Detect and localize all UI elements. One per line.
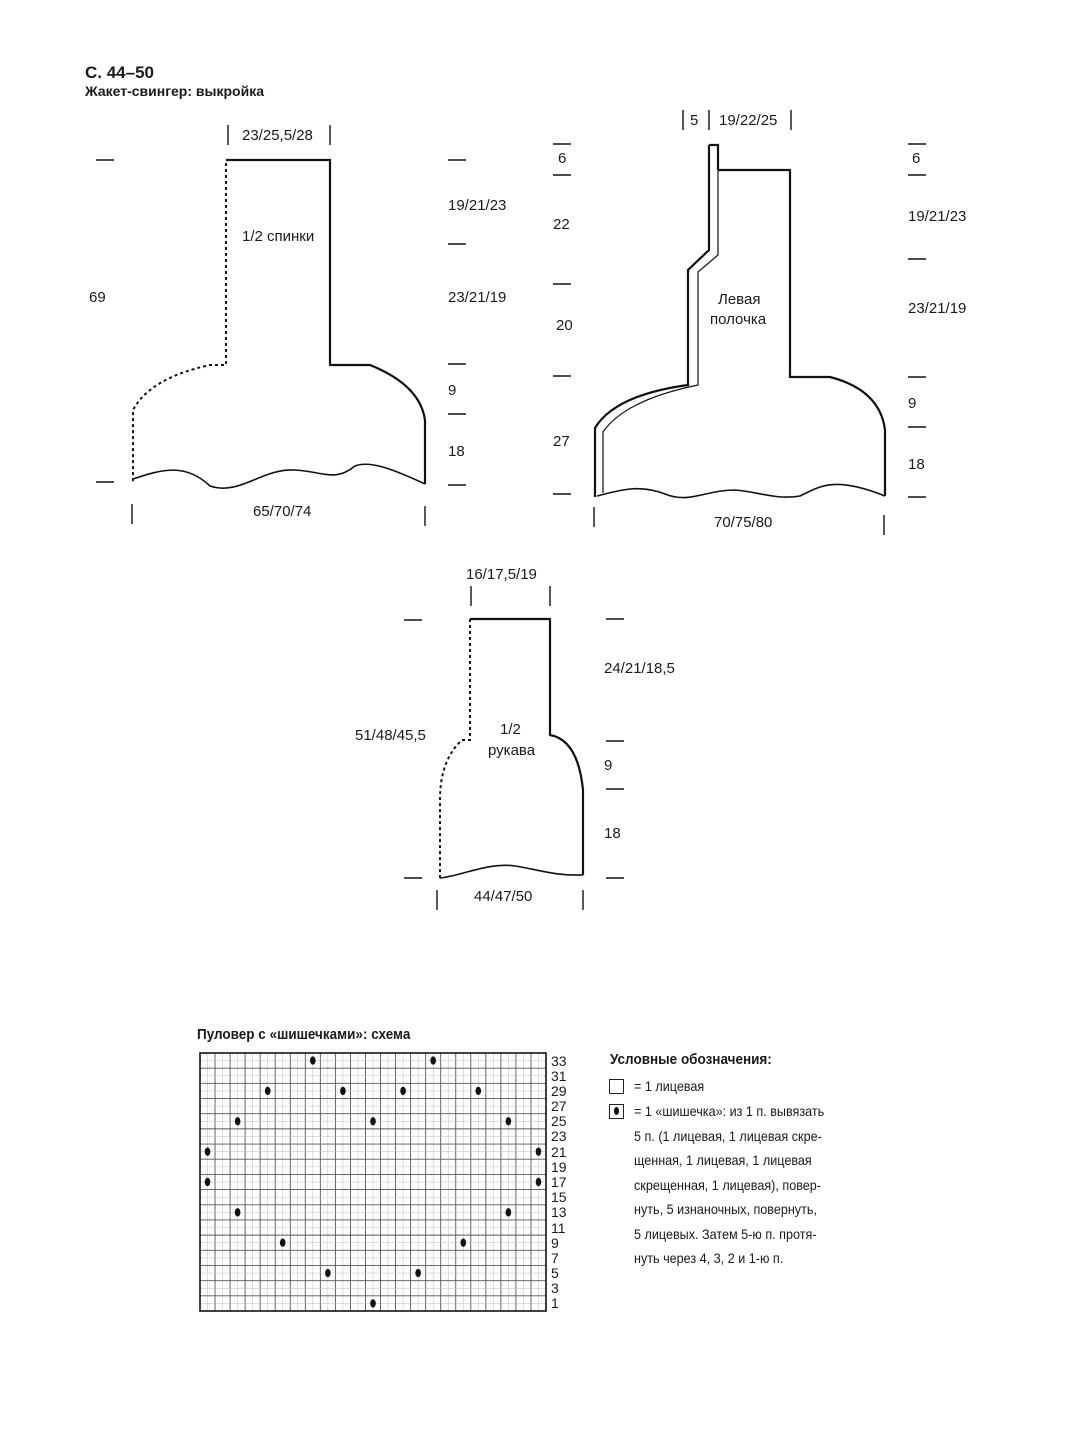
chart-row-label: 5	[551, 1265, 559, 1282]
back-dim-hem: 18	[448, 443, 465, 460]
front-right-dim-5: 18	[908, 456, 925, 473]
chart-row-label: 17	[551, 1174, 567, 1190]
back-total-height: 69	[89, 289, 106, 306]
sleeve-dim-hem: 18	[604, 825, 621, 842]
legend-line-1: = 1 «шишечка»: из 1 п. вывязать	[634, 1103, 825, 1119]
back-pattern-outline	[133, 160, 425, 488]
chart-row-label: 29	[551, 1082, 567, 1099]
back-pattern-name: 1/2 спинки	[242, 228, 315, 245]
front-right-dim-3: 23/21/19	[908, 300, 967, 317]
chart-row-label: 19	[551, 1158, 567, 1175]
legend-line-2: 5 п. (1 лицевая, 1 лицевая скре-	[634, 1127, 822, 1144]
back-dim-body: 23/21/19	[448, 289, 507, 306]
chart-row-label: 3	[551, 1280, 559, 1297]
chart-row-label: 27	[551, 1098, 567, 1115]
front-pattern-name-line1: Левая	[718, 291, 761, 308]
sleeve-dim-cap: 24/21/18,5	[604, 660, 675, 677]
sleeve-pattern-name-line2: рукава	[488, 742, 536, 759]
legend-line-7: нуть через 4, 3, 2 и 1-ю п.	[634, 1250, 784, 1266]
chart-row-label: 9	[551, 1234, 559, 1251]
sleeve-pattern-name-line1: 1/2	[500, 721, 521, 738]
legend-line-6: 5 лицевых. Затем 5-ю п. протя-	[634, 1225, 817, 1242]
back-dim-curve: 9	[448, 382, 457, 399]
sleeve-dim-curve: 9	[604, 757, 613, 774]
chart-row-label: 23	[551, 1128, 567, 1145]
front-left-dim-1: 6	[558, 150, 567, 167]
front-pattern-name-line2: полочка	[710, 311, 767, 328]
chart-row-label: 7	[551, 1249, 559, 1266]
legend-line-4: скрещенная, 1 лицевая), повер-	[634, 1176, 821, 1193]
legend-title: Условные обозначения:	[610, 1051, 772, 1068]
back-bottom-width: 65/70/74	[253, 503, 312, 520]
front-left-dim-2: 22	[553, 216, 570, 233]
back-dim-armhole: 19/21/23	[448, 197, 507, 214]
front-top-band: 5	[690, 112, 699, 129]
back-top-width: 23/25,5/28	[242, 127, 313, 144]
chart-row-label: 13	[551, 1204, 567, 1221]
legend-knit-symbol	[609, 1079, 624, 1094]
page-ref: С. 44–50	[85, 63, 154, 82]
chart-row-label: 33	[551, 1052, 567, 1069]
front-right-dim-4: 9	[908, 395, 917, 412]
sleeve-total-height: 51/48/45,5	[355, 727, 426, 744]
legend-line-3: щенная, 1 лицевая, 1 лицевая	[634, 1152, 812, 1168]
front-left-dim-3: 20	[556, 317, 573, 334]
chart-row-label: 11	[551, 1219, 566, 1236]
chart-row-label: 31	[551, 1067, 567, 1084]
legend-knit-label: = 1 лицевая	[634, 1078, 705, 1094]
page-subtitle: Жакет-свингер: выкройка	[85, 83, 264, 99]
legend-bobble-description	[634, 1099, 845, 1271]
front-right-dim-2: 19/21/23	[908, 208, 967, 225]
front-left-dim-4: 27	[553, 433, 570, 450]
chart-title: Пуловер с «шишечками»: схема	[197, 1026, 411, 1043]
chart-row-label: 25	[551, 1113, 567, 1130]
chart-row-label: 21	[551, 1143, 567, 1160]
sleeve-bottom-width: 44/47/50	[474, 888, 533, 905]
front-bottom-width: 70/75/80	[714, 514, 773, 531]
chart-row-label: 1	[551, 1295, 559, 1312]
sleeve-top-width: 16/17,5/19	[466, 566, 537, 583]
front-top-width: 19/22/25	[719, 112, 778, 129]
legend-line-5: нуть, 5 изнаночных, повернуть,	[634, 1201, 817, 1217]
front-right-dim-1: 6	[912, 150, 921, 167]
legend-bobble-symbol	[609, 1104, 624, 1119]
chart-row-label: 15	[551, 1189, 567, 1206]
